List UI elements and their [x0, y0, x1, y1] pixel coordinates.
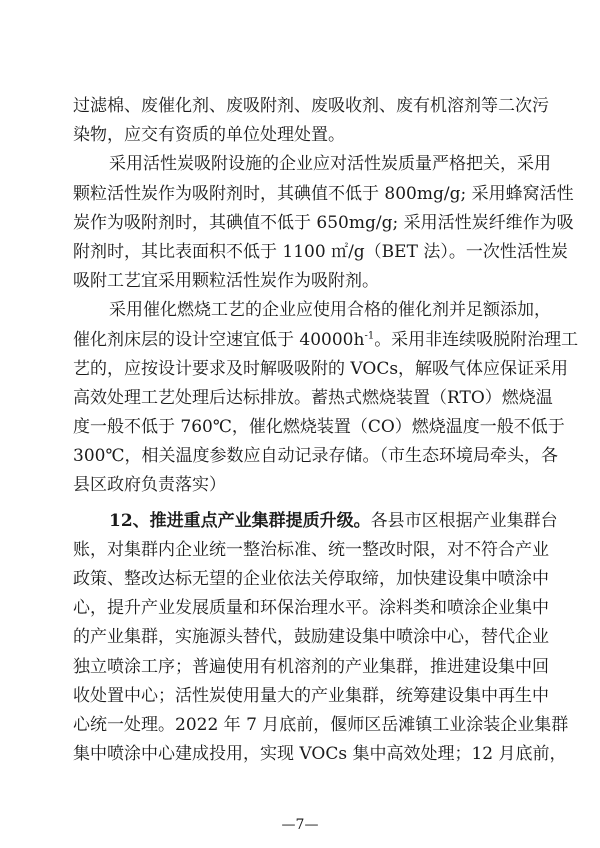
document-body [73, 92, 579, 769]
section-heading: 12、推进重点产业集群提质升级。 [109, 510, 371, 531]
text-line: 高效处理工艺处理后达标排放。蓄热式燃烧装置（RTO）燃烧温 [73, 387, 553, 408]
text-line [73, 507, 558, 536]
text-fragment: 催化剂床层的设计空速宜低于 40000h [73, 329, 365, 350]
text-line: 采用活性炭吸附设施的企业应对活性炭质量严格把关，采用 [109, 154, 551, 175]
text-line: 炭作为吸附剂时，其碘值不低于 650mg/g; 采用活性炭纤维作为吸 [73, 212, 574, 233]
superscript: -1 [364, 329, 375, 341]
text-line [73, 326, 579, 355]
text-line: 的产业集群，实施源头替代，鼓励建设集中喷涂中心，替代企业 [73, 627, 549, 648]
text-line: 过滤棉、废催化剂、废吸附剂、废吸收剂、废有机溶剂等二次污 [73, 96, 549, 116]
text-line: 心统一处理。2022 年 7 月底前，偃师区岳滩镇工业涂装企业集群 [73, 714, 569, 735]
text-line: 染物，应交有资质的单位处理处置。 [73, 125, 345, 146]
text-line: 吸附工艺宜采用颗粒活性炭作为吸附剂。 [73, 271, 379, 292]
text-line: 心，提升产业发展质量和环保治理水平。涂料类和喷涂企业集中 [73, 598, 549, 619]
text-line: 艺的，应按设计要求及时解吸吸附的 VOCs，解吸气体应保证采用 [73, 358, 569, 379]
text-line: 账，对集群内企业统一整治标准、统一整改时限，对不符合产业 [73, 539, 549, 560]
text-line: 集中喷涂中心建成投用，实现 VOCs 集中高效处理；12 月底前， [73, 744, 567, 765]
text-line: 度一般不低于 760℃，催化燃烧装置（CO）燃烧温度一般不低于 [73, 417, 565, 438]
text-line: 县区政府负责落实） [73, 475, 226, 496]
text-line: 采用催化燃烧工艺的企业应使用合格的催化剂并足额添加， [109, 300, 551, 321]
text-line: 独立喷涂工序；普遍使用有机溶剂的产业集群，推进建设集中回 [73, 656, 549, 677]
text-line: 300℃，相关温度参数应自动记录存储。（市生态环境局牵头，各 [73, 446, 558, 467]
text-line: 政策、整改达标无望的企业依法关停取缔，加快建设集中喷涂中 [73, 569, 549, 589]
text-line: 颗粒活性炭作为吸附剂时，其碘值不低于 800mg/g; 采用蜂窝活性 [73, 183, 574, 204]
text-line: 附剂时，其比表面积不低于 1100 ㎡/g（BET 法）。一次性活性炭 [73, 241, 568, 262]
text-line: 收处置中心；活性炭使用量大的产业集群，统筹建设集中再生中 [73, 685, 549, 706]
page-number: —7— [281, 817, 319, 833]
text-fragment: 各县市区根据产业集群台 [370, 510, 558, 531]
text-fragment: 。采用非连续吸脱附治理工 [374, 329, 579, 350]
